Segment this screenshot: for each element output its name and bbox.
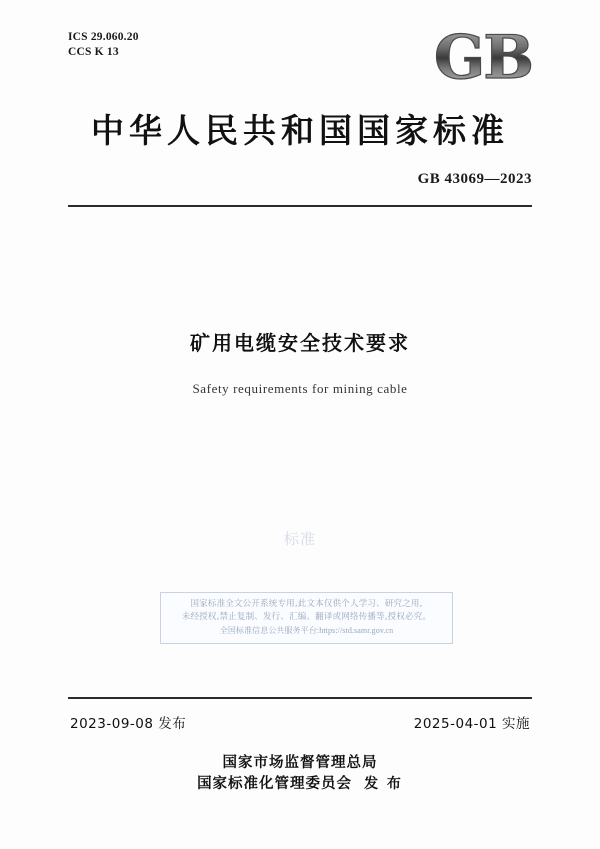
svg-text:GB: GB (434, 26, 532, 88)
gb-logo-icon (428, 26, 538, 88)
issuer-line-1: 国家市场监督管理总局 (222, 755, 378, 771)
document-title-en: Safety requirements for mining cable (192, 381, 408, 396)
national-standard-title: 中华人民共和国国家标准 (91, 111, 509, 150)
watermark-mark: 标准 (283, 530, 316, 548)
footer-divider (68, 697, 532, 699)
issuer-line-2: 国家标准化管理委员会 (197, 776, 353, 792)
issuer-line-2-row (0, 774, 600, 795)
ics-code: ICS 29.060.20 (68, 31, 139, 43)
header-divider (68, 205, 532, 207)
ccs-code: CCS K 13 (68, 46, 119, 58)
copyright-notice-box (160, 592, 453, 644)
notice-line-3: 全国标准信息公共服务平台:https://std.samr.gov.cn (219, 626, 394, 635)
publish-label: 发 布 (364, 776, 403, 792)
notice-line-1: 国家标准全文公开系统专用,此文本仅供个人学习、研究之用, (190, 599, 423, 609)
notice-line-2: 未经授权,禁止复制、发行、汇编、翻译或网络传播等,授权必究。 (181, 612, 432, 622)
standard-number: GB 43069—2023 (417, 171, 532, 187)
document-title-cn: 矿用电缆安全技术要求 (190, 331, 410, 355)
issue-date: 2023-09-08 发布 (70, 716, 187, 732)
ics-ccs-block (68, 30, 139, 60)
issuing-authority (0, 753, 600, 795)
implementation-date: 2025-04-01 实施 (413, 716, 530, 732)
